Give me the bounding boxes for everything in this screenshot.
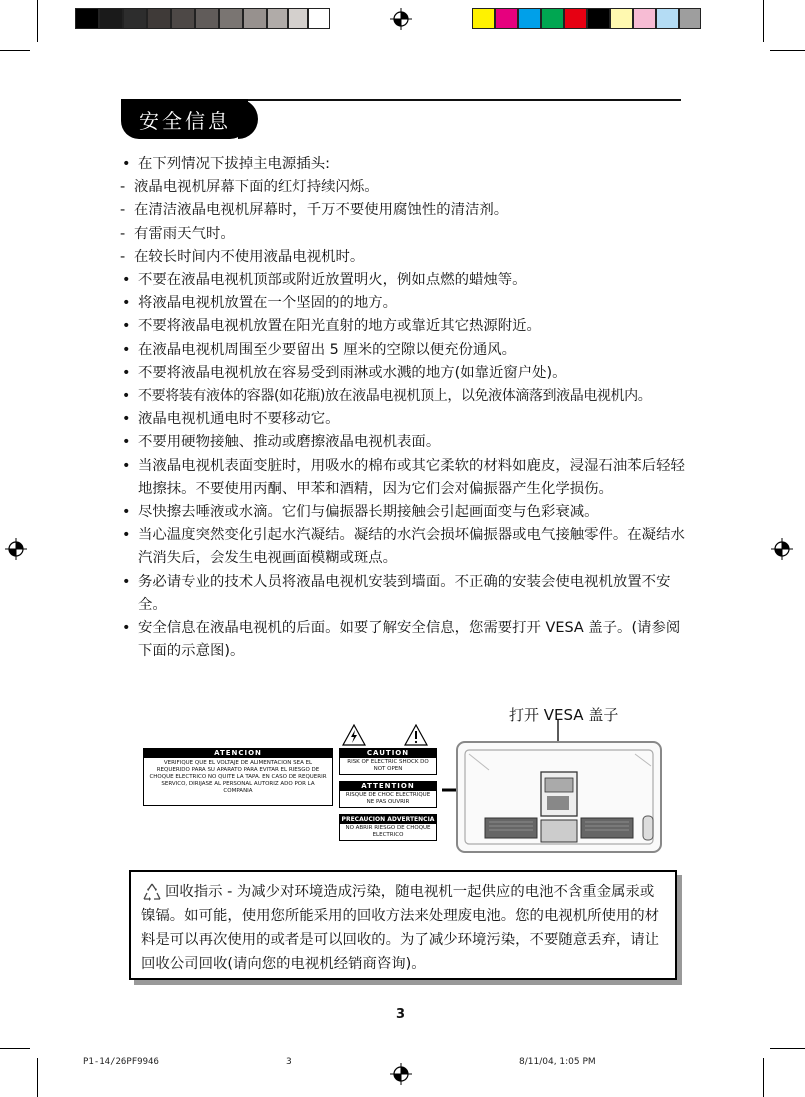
- list-item: • 当液晶电视机表面变脏时，用吸水的棉布或其它柔软的材料如鹿皮，浸湿石油苯后轻轻地擦抹。不要使用丙酮、甲苯和酒精，因为它们会对偏振器产生化学损伤。: [122, 457, 685, 497]
- precaucion-head: PRECAUCION ADVERTENCIA: [341, 816, 435, 823]
- list-item: • 安全信息在液晶电视机的后面。如要了解安全信息，您需要打开 VESA 盖子。(请参阅下面的示意图)。: [122, 620, 681, 660]
- list-item: - 在较长时间内不使用液晶电视机时。: [120, 248, 365, 265]
- list-item: - 在清洁液晶电视机屏幕时，千万不要使用腐蚀性的清洁剂。: [120, 202, 509, 219]
- list-item: • 不要在液晶电视机顶部或附近放置明火，例如点燃的蜡烛等。: [122, 272, 527, 289]
- caution-head: CAUTION: [340, 749, 436, 758]
- attention-label: [339, 781, 437, 808]
- precaucion-body: NO ABRIR RIESGO DE CHOQUE ELECTRICO: [345, 825, 431, 838]
- caution-label: [339, 748, 437, 775]
- list-item: • 不要将液晶电视机放置在阳光直射的地方或靠近其它热源附近。: [122, 318, 541, 335]
- figure-caption: 打开 VESA 盖子: [509, 706, 619, 724]
- atencion-head: ATENCION: [144, 749, 332, 758]
- recycle-notice: [129, 870, 677, 980]
- footer-file: P1-14/26PF9946: [83, 1057, 159, 1067]
- registration-mark-icon: [771, 538, 793, 560]
- list-item: • 不要用硬物接触、推动或磨擦液晶电视机表面。: [122, 434, 441, 451]
- registration-mark-icon: [5, 538, 27, 560]
- list-item: • 将液晶电视机放置在一个坚固的的地方。: [122, 295, 398, 312]
- atencion-label: [143, 748, 333, 806]
- list-item: • 当心温度突然变化引起水汽凝结。凝结的水汽会损坏偏振器或电气接触零件。在凝结水汽消失后，会发生电视画面模糊或斑点。: [122, 527, 685, 567]
- list-item: • 尽快擦去唾液或水滴。它们与偏振器长期接触会引起画面变与色彩衰减。: [122, 504, 599, 521]
- list-item: - 液晶电视机屏幕下面的红灯持续闪烁。: [120, 179, 379, 196]
- list-item: • 务必请专业的技术人员将液晶电视机安装到墙面。不正确的安装会使电视机放置不安全。: [122, 573, 671, 613]
- attention-body: RISQUE DE CHOC ELECTRIQUE NE PAS OUVRIR: [345, 792, 431, 805]
- registration-mark-icon: [390, 8, 412, 30]
- list-item: • 在液晶电视机周围至少要留出 5 厘米的空隙以便充份通风。: [122, 341, 517, 358]
- page-title: 安全信息: [139, 109, 231, 133]
- high-voltage-warning-icon: [342, 724, 366, 746]
- safety-list: [122, 153, 687, 663]
- list-item: • 不要将液晶电视机放在容易受到雨淋或水溅的地方(如靠近窗户处)。: [122, 364, 567, 381]
- registration-mark-icon: [390, 1063, 412, 1085]
- list-item: • 在下列情况下拔掉主电源插头:: [122, 156, 330, 172]
- page-number: 3: [396, 1007, 406, 1022]
- precaucion-label: [339, 814, 437, 841]
- recycle-text: 回收指示 - 为减少对环境造成污染，随电视机一起供应的电池不含重金属汞或镍镉。如可能，使用您所能采用的回收方法来处理废电池。您的电视机所使用的材料是可以再次使用的或者是可以回收的。为了减少环境污染，不要随意丢弃，请让回收公司回收(请向您的电视机经销商咨询)。: [141, 884, 660, 972]
- list-item: • 液晶电视机通电时不要移动它。: [122, 411, 340, 428]
- footer-date: 8/11/04, 1:05 PM: [519, 1057, 596, 1067]
- list-item: - 有雷雨天气时。: [120, 225, 235, 242]
- atencion-body: VERIFIQUE QUE EL VOLTAJE DE ALIMENTACION SEA EL REQUERIDO PARA SU APARATO PARA EVITAR EL RIESGO DE CHOQUE ELECTRICO NO QUITE LA TAPA. EN CASO DE REQUERIR SERVICO, DIRIJASE AL PERSONAL AUTORIZ ADO POR LA COMPANIA: [149, 760, 327, 794]
- tv-back-illustration: [455, 720, 665, 855]
- caution-body: RISK OF ELECTRIC SHOCK DO NOT OPEN: [347, 759, 429, 772]
- list-item: • 不要将装有液体的容器(如花瓶)放在液晶电视机顶上，以免液体滴落到液晶电视机内。: [122, 388, 652, 405]
- attention-head: ATTENTION: [340, 782, 436, 791]
- exclamation-warning-icon: [404, 724, 428, 746]
- page-title-badge: [121, 99, 248, 139]
- footer-page: 3: [286, 1057, 292, 1067]
